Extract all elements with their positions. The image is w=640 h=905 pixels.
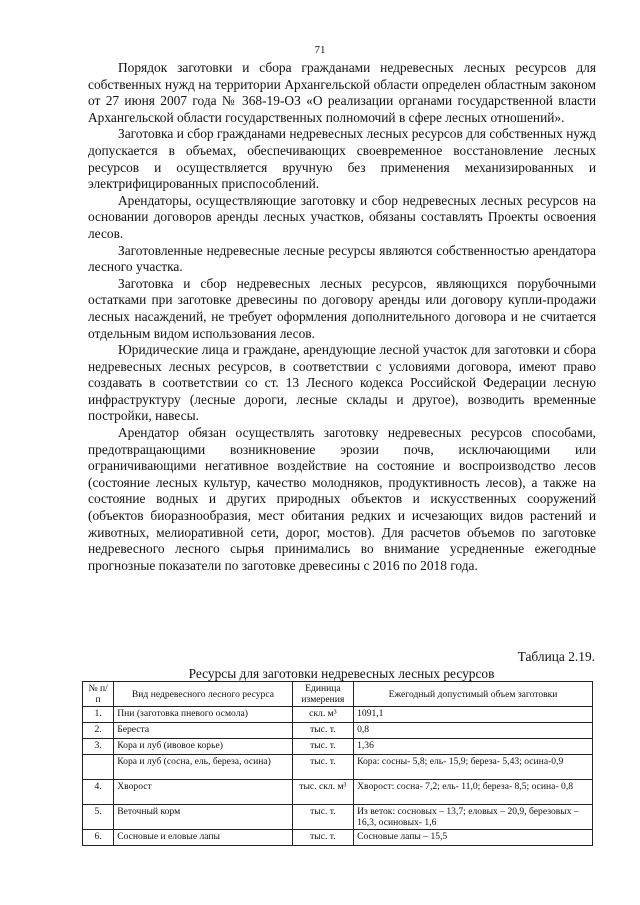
cell-num: 6.	[83, 830, 114, 846]
cell-name: Береста	[114, 723, 292, 739]
table-row	[83, 723, 593, 739]
cell-unit: тыс. скл. м³	[292, 780, 353, 805]
cell-num: 4.	[83, 780, 114, 805]
header-volume: Ежегодный допустимый объем заготовки	[354, 682, 593, 707]
cell-num	[83, 755, 114, 780]
header-num: № п/п	[83, 682, 114, 707]
cell-num: 5.	[83, 805, 114, 830]
cell-unit: тыс. т.	[292, 830, 353, 846]
paragraph: Заготовленные недревесные лесные ресурсы являются собственностью арендатора лесного участка.	[88, 242, 596, 275]
cell-num: 3.	[83, 739, 114, 755]
cell-num: 1.	[83, 707, 114, 723]
cell-name: Веточный корм	[114, 805, 292, 830]
cell-unit: тыс. т.	[292, 739, 353, 755]
cell-volume: 0,8	[354, 723, 593, 739]
paragraph: Арендаторы, осуществляющие заготовку и сбор недревесных лесных ресурсов на основании договоров аренды лесных участков, обязаны составлять Проекты освоения лесов.	[88, 192, 596, 241]
cell-volume: 1091,1	[354, 707, 593, 723]
cell-unit: скл. м³	[292, 707, 353, 723]
cell-volume: Сосновые лапы – 15,5	[354, 830, 593, 846]
paragraph: Заготовка и сбор гражданами недревесных лесных ресурсов для собственных нужд допускается в объемах, обеспечивающих своевременное восстановление лесных ресурсов и осуществляется вручную без применения механизированных и электрифицированных приспособлений.	[88, 126, 596, 192]
table-row	[83, 739, 593, 755]
table-row	[83, 830, 593, 846]
paragraph: Заготовка и сбор недревесных лесных ресурсов, являющихся порубочными остатками при заготовке древесины по договору аренды или договору купли-продажи лесных насаждений, не требует оформления дополнительного договора и не считается отдельным видом использования лесов.	[88, 275, 596, 341]
cell-volume: 1,36	[354, 739, 593, 755]
cell-volume: Кора: сосны- 5,8; ель- 15,9; береза- 5,43; осина-0,9	[354, 755, 593, 780]
cell-unit: тыс. т.	[292, 805, 353, 830]
paragraph: Юридические лица и граждане, арендующие лесной участок для заготовки и сбора недревесных лесных ресурсов, в соответствии с условиями договора, имеют право создавать в соответствии со ст. 13 Лесного кодекса Российской Федерации лесную инфраструктуру (лесные дороги, лесные склады и другое), возводить временные постройки, навесы.	[88, 342, 596, 424]
paragraph: Порядок заготовки и сбора гражданами недревесных лесных ресурсов для собственных нужд на территории Архангельской области определен областным законом от 27 июня 2007 года № 368-19-ОЗ «О реализации органами государственной власти Архангельской области государственных полномочий в сфере лесных отношений».	[88, 60, 596, 125]
table-header-row	[83, 682, 593, 707]
table-row	[83, 707, 593, 723]
paragraph: Арендатор обязан осуществлять заготовку недревесных ресурсов способами, предотвращающими возникновение эрозии почв, исключающими или ограничивающими негативное воздействие на состояние и воспроизводство лесов (состояние лесных культур, качество молодняков, продуктивность лесов), а также на состояние водных и других природных объектов и искусственных сооружений (объектов биоразнообразия, мест обитания редких и исчезающих видов растений и животных, мелиоративной сети, дорог, мостов). Для расчетов объемов по заготовке недревесного лесного сырья принимались во внимание усредненные ежегодные прогнозные показатели по заготовке древесины с 2016 по 2018 года.	[88, 425, 596, 573]
table-label: Таблица 2.19.	[517, 649, 595, 664]
cell-volume: Хворост: сосна- 7,2; ель- 11,0; береза- 8,5; осина- 0,8	[354, 780, 593, 805]
table-row	[83, 780, 593, 805]
table-title: Ресурсы для заготовки недревесных лесных ресурсов	[188, 666, 495, 681]
cell-unit: тыс. т.	[292, 723, 353, 739]
header-name: Вид недревесного лесного ресурса	[114, 682, 292, 707]
cell-name: Кора и луб (сосна, ель, береза, осина)	[114, 755, 292, 780]
cell-name: Хворост	[114, 780, 292, 805]
cell-name: Сосновые и еловые лапы	[114, 830, 292, 846]
cell-num: 2.	[83, 723, 114, 739]
page-number: 71	[314, 44, 326, 56]
cell-name: Пни (заготовка пневого осмола)	[114, 707, 292, 723]
cell-unit: тыс. т.	[292, 755, 353, 780]
cell-volume: Из веток: сосновых – 13,7; еловых – 20,9, березовых – 16,3, осиновых- 1,6	[354, 805, 593, 830]
table-row	[83, 805, 593, 830]
header-unit: Единица измерения	[292, 682, 353, 707]
table-row	[83, 755, 593, 780]
cell-name: Кора и луб (ивовое корье)	[114, 739, 292, 755]
resources-table	[82, 681, 593, 846]
body-text	[88, 60, 596, 574]
